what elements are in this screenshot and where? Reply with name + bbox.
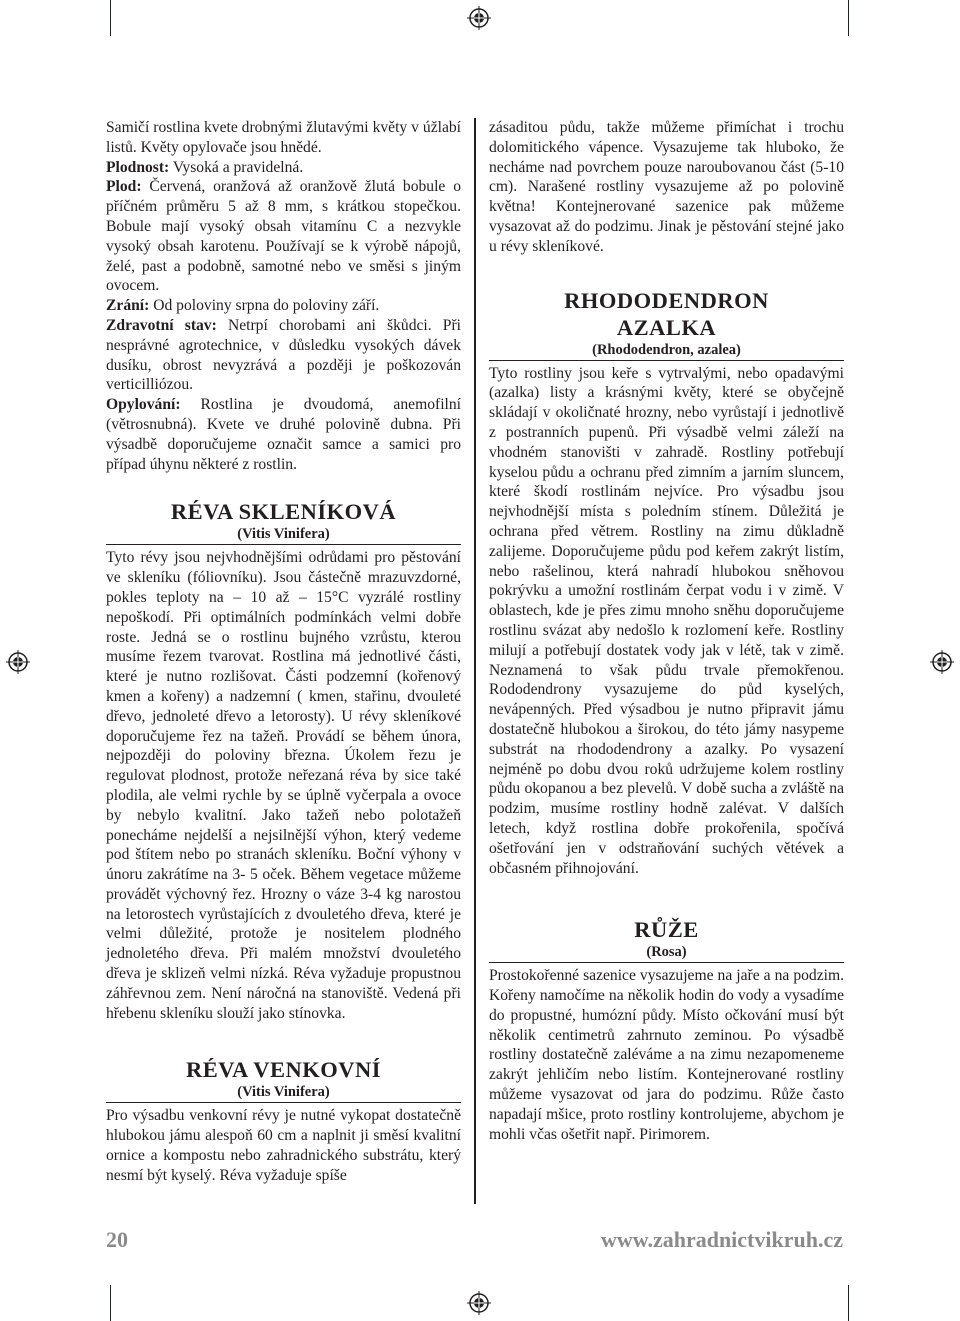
- section-heading-azalka: AZALKA: [616, 314, 717, 340]
- paragraph-ruze: Prostokořenné sazenice vysazujeme na jaře a na podzim. Kořeny namočíme na několik hodin do vody a vysadíme do propustné, humózní půdy. Místo očkování musí být několik centimetrů zahrnuto zeminou. Po výsadbě rostliny dostatečně zaléváme a na zimu nezapomeneme zakrýt jehličím nebo listím. Kontejnerované rostliny můžeme vysazovat od jara do podzimu. Růže často napadají mšice, proto rostliny kontrolujeme, abychom je mohli včas ošetřit např. Pirimorem.: [489, 967, 844, 1143]
- section-subheading: (Rosa): [489, 943, 844, 963]
- paragraph-plodnost: [106, 158, 461, 178]
- label-plodnost: Plodnost:: [106, 158, 170, 176]
- section-subheading: (Vitis Vinifera): [106, 1083, 461, 1103]
- crop-mark-bottom-left: [110, 1285, 111, 1321]
- registration-mark-icon: [467, 1291, 491, 1315]
- text-plodnost: Vysoká a pravidelná.: [169, 158, 304, 176]
- label-zdravotni-stav: Zdravotní stav:: [106, 316, 217, 334]
- footer-website: www.zahradnictvikruh.cz: [601, 1227, 843, 1252]
- paragraph-reva-venkovni: Pro výsadbu venkovní révy je nutné vykopat dostatečně hlubokou jámu alespoň 60 cm a naplnit ji směsí kvalitní ornice a kompostu nebo zahradnického substrátu, který nesmí být kyselý. Réva vyžaduje spíše: [106, 1107, 461, 1184]
- label-opylovani: Opylování:: [106, 396, 181, 414]
- paragraph-intro: Samičí rostlina kvete drobnými žlutavými květy v úžlabí listů. Květy opylovače jsou hnědé.: [106, 119, 461, 156]
- section-subheading: (Vitis Vinifera): [106, 525, 461, 545]
- paragraph-plod: [106, 177, 461, 296]
- paragraph-reva-sklenikova: Tyto révy jsou nejvhodnějšími odrůdami pro pěstování ve skleníku (fóliovníku). Jsou částečně mrazuvzdorné, pokles teploty na – 10 až – 15°C vyzrálé rostliny nepoškodí. Při optimálních podmínkách velmi dobře roste. Jedná se o rostlinu bujného vzrůstu, kterou musíme řezem tvarovat. Rostlina má jednotlivé části, které je nutno rozlišovat. Části podzemní (kořenový kmen a kořeny) a nadzemní ( kmen, stařinu, dvouleté dřevo, jednoleté dřevo a letorosty). U révy skleníkové doporučujeme řez na tažeň. Provádí se během února, nejpozději do poloviny března. Úkolem řezu je regulovat plodnost, protože neřezaná réva by sice také plodila, ale velmi rychle by se úplně vyčerpala a ovoce by nebylo kvalitní. Jako tažeň nebo polotažeň ponecháme nejdelší a nejsilnější výhon, který vedeme pod štítem nebo po stranách skleníku. Boční výhony v únoru zakrátíme na 3- 5 oček. Během vegetace můžeme provádět výchovný řez. Hrozny o váze 3-4 kg narostou na letorostech vyrůstajících z dvouletého dřeva, které je velmi důležité, protože je nositelem plodného jednoletého dřeva. Při malém množství dvouletého dřeva je sklizeň velmi nízká. Réva vyžaduje propustnou záhřevnou zem. Není náročná na stanoviště. Vedená při hřebenu skleníku slouží jako stínovka.: [106, 549, 461, 1022]
- label-zrani: Zrání:: [106, 297, 150, 315]
- section-heading-rhododendron: RHODODENDRON: [564, 287, 769, 313]
- section-subheading: (Rhododendron, azalea): [489, 341, 844, 361]
- registration-mark-icon: [930, 650, 954, 674]
- section-heading-ruze: RŮŽE: [634, 917, 699, 943]
- text-plod: Červená, oranžová až oranžově žlutá bobule o příčném průměru 5 až 8 mm, s krátkou stopečkou. Bobule mají vysoký obsah vitamínu C a nezvykle vysoký obsah karotenu. Používají se k výrobě nápojů, želé, past a podobně, samotné nebo ve směsi s jiným ovocem.: [106, 178, 461, 295]
- text-zdravotni-stav: Netrpí chorobami ani škůdci. Při nesprávné agrotechnice, v důsledku vysokých dávek dusíku, obrost nevyzrává a později je poškozován verticillіózou.: [106, 316, 461, 394]
- label-plod: Plod:: [106, 178, 142, 196]
- column-divider: [474, 118, 476, 1204]
- section-heading-reva-venkovni: RÉVA VENKOVNÍ: [185, 1057, 382, 1083]
- section-heading-reva-sklenikova: RÉVA SKLENÍKOVÁ: [170, 499, 397, 525]
- crop-mark-top-right: [848, 0, 849, 36]
- paragraph-rhododendron: Tyto rostliny jsou keře s vytrvalými, nebo opadavými (azalka) listy a krásnými květy, které se obyčejně skládají v okoličnaté hrozny, nebo vyrůstají i jednotlivě z postranních pupenů. Při výsadbě velmi záleží na vhodném stanovišti v zahradě. Rostliny potřebují kyselou půdu a ochranu před zimním a jarním sluncem, které škodí rostlinám nejvíce. Pro výsadbu jsou nejvhodnější místa s poledním stínem. Důležitá je ochrana před větrem. Rostliny na zimu důkladně zalijeme. Doporučujeme půdu pod keřem zakrýt listím, nebo rašelinou, která nahradí hlubokou sněhovou pokrývku a umožní rostlinám čerpat vodu i v zimě. V oblastech, kde je přes zimu mnoho sněhu doporučujeme rostlinu svázat aby nedošlo k rozlomení keře. Rostliny milují a potřebují dostatek vody jak v létě, tak v zimě. Neznamená to však půdu trvale přemokřenou. Rododendrony vysazujeme do půd kyselých, nevápenných. Před výsadbou je nutno připravit jámu dostatečně hlubokou a širokou, do této jámy nasypeme substrát na rhododendrony a azalky. Po vysazení nejméně po dobu dvou roků udržujeme kolem rostliny půdu okopanou a bez plevelů. V době sucha a zvláště na podzim, musíme rostliny hodně zalévat. V dalších letech, když rostlina dobře prokořenila, spočívá ošetřování jen v odstraňování suchých větévek a občasném přihnojování.: [489, 364, 844, 877]
- right-column: [489, 118, 844, 1144]
- left-column: [106, 118, 461, 1186]
- text-zrani: Od poloviny srpna do poloviny září.: [149, 297, 380, 315]
- paragraph-zdravotni-stav: [106, 316, 461, 395]
- registration-mark-icon: [467, 6, 491, 30]
- paragraph-zrani: [106, 296, 461, 316]
- registration-mark-icon: [6, 650, 30, 674]
- crop-mark-bottom-right: [848, 1285, 849, 1321]
- paragraph-opylovani: [106, 395, 461, 474]
- paragraph-continuation: zásaditou půdu, takže můžeme přimíchat i trochu dolomitického vápence. Vysazujeme tak hluboko, že necháme nad povrchem pouze naroubovanou část (5-10 cm). Narašené rostliny vysazujeme až po polovině května! Kontejnerované sazenice pak můžeme vysazovat až do podzimu. Jinak je pěstování stejné jako u révy skleníkové.: [489, 119, 844, 255]
- crop-mark-top-left: [110, 0, 111, 36]
- page-number: 20: [106, 1227, 128, 1252]
- text-opylovani: Rostlina je dvoudomá, anemofilní (větrosnubná). Kvete ve druhé polovině dubna. Při výsadbě doporučujeme označit samce a samici pro případ úhynu některé z rostlin.: [106, 396, 461, 473]
